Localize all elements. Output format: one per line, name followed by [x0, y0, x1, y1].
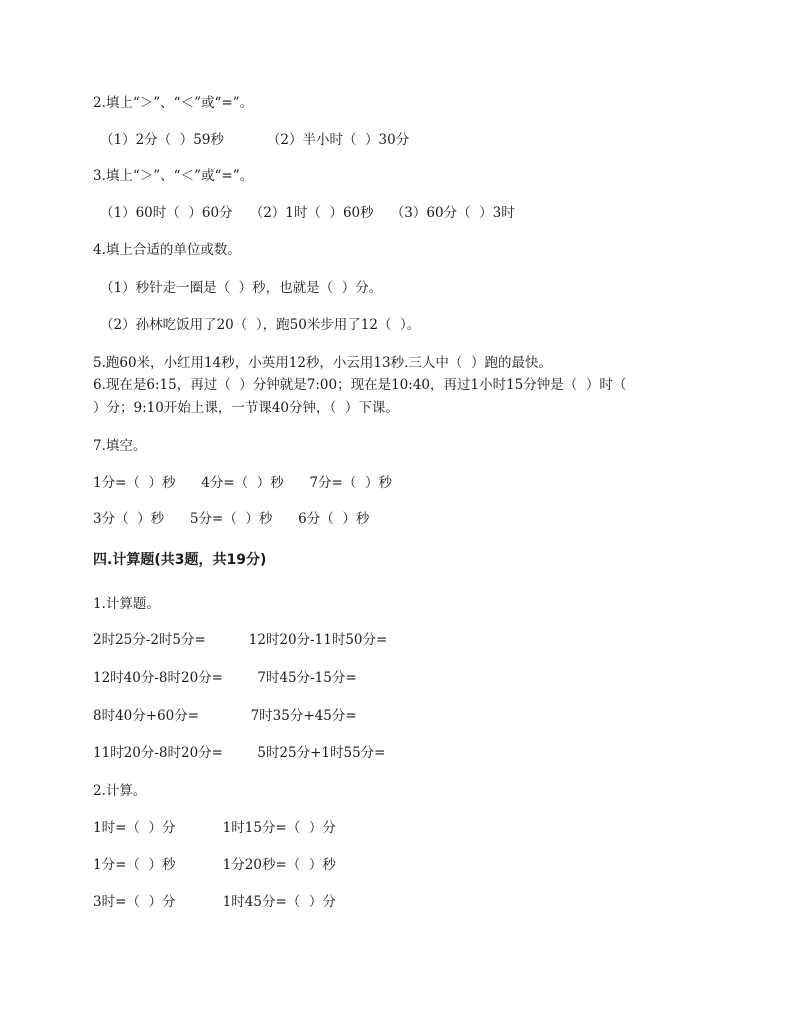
- q2-line-1: （1）2分（ ）59秒 （2）半小时（ ）30分: [100, 132, 410, 148]
- q4-line-1: （1）秒针走一圈是（ ）秒，也就是（ ）分。: [100, 280, 383, 296]
- q4-line-2: （2）孙林吃饭用了20（ ），跑50米步用了12（ ）。: [100, 317, 421, 333]
- calc-2-line-2: 1分=（ ）秒 1分20秒=（ ）秒: [93, 857, 336, 873]
- q3-title: 3.填上“＞”、“＜”或“=”。: [93, 168, 254, 184]
- q2-title: 2.填上“＞”、“＜”或“=”。: [93, 95, 254, 111]
- calc-2-title: 2.计算。: [93, 783, 147, 799]
- calc-1-title: 1.计算题。: [93, 596, 160, 612]
- q7-title: 7.填空。: [93, 438, 147, 454]
- calc-2-line-1: 1时=（ ）分 1时15分=（ ）分: [93, 820, 336, 836]
- q4-title: 4.填上合适的单位或数。: [93, 242, 241, 258]
- section-4-title: 四.计算题(共3题，共19分): [93, 552, 267, 568]
- calc-2-line-3: 3时=（ ）分 1时45分=（ ）分: [93, 894, 336, 910]
- q7-line-1: 1分=（ ）秒 4分=（ ）秒 7分=（ ）秒: [93, 475, 392, 491]
- q6-line-2: ）分；9:10开始上课，一节课40分钟，（ ）下课。: [93, 400, 399, 416]
- calc-1-line-2: 12时40分-8时20分= 7时45分-15分=: [93, 670, 357, 686]
- q3-line-1: （1）60时（ ）60分 （2）1时（ ）60秒 （3）60分（ ）3时: [100, 205, 515, 221]
- calc-1-line-1: 2时25分-2时5分= 12时20分-11时50分=: [93, 632, 388, 648]
- calc-1-line-4: 11时20分-8时20分= 5时25分+1时55分=: [93, 745, 386, 761]
- q7-line-2: 3分（ ）秒 5分=（ ）秒 6分（ ）秒: [93, 511, 370, 527]
- q6-line-1: 6.现在是6:15，再过（ ）分钟就是7:00；现在是10:40，再过1小时15分钟是（ ）时（: [93, 377, 627, 393]
- calc-1-line-3: 8时40分+60分= 7时35分+45分=: [93, 708, 357, 724]
- q5-text: 5.跑60米，小红用14秒，小英用12秒，小云用13秒.三人中（ ）跑的最快。: [93, 355, 552, 371]
